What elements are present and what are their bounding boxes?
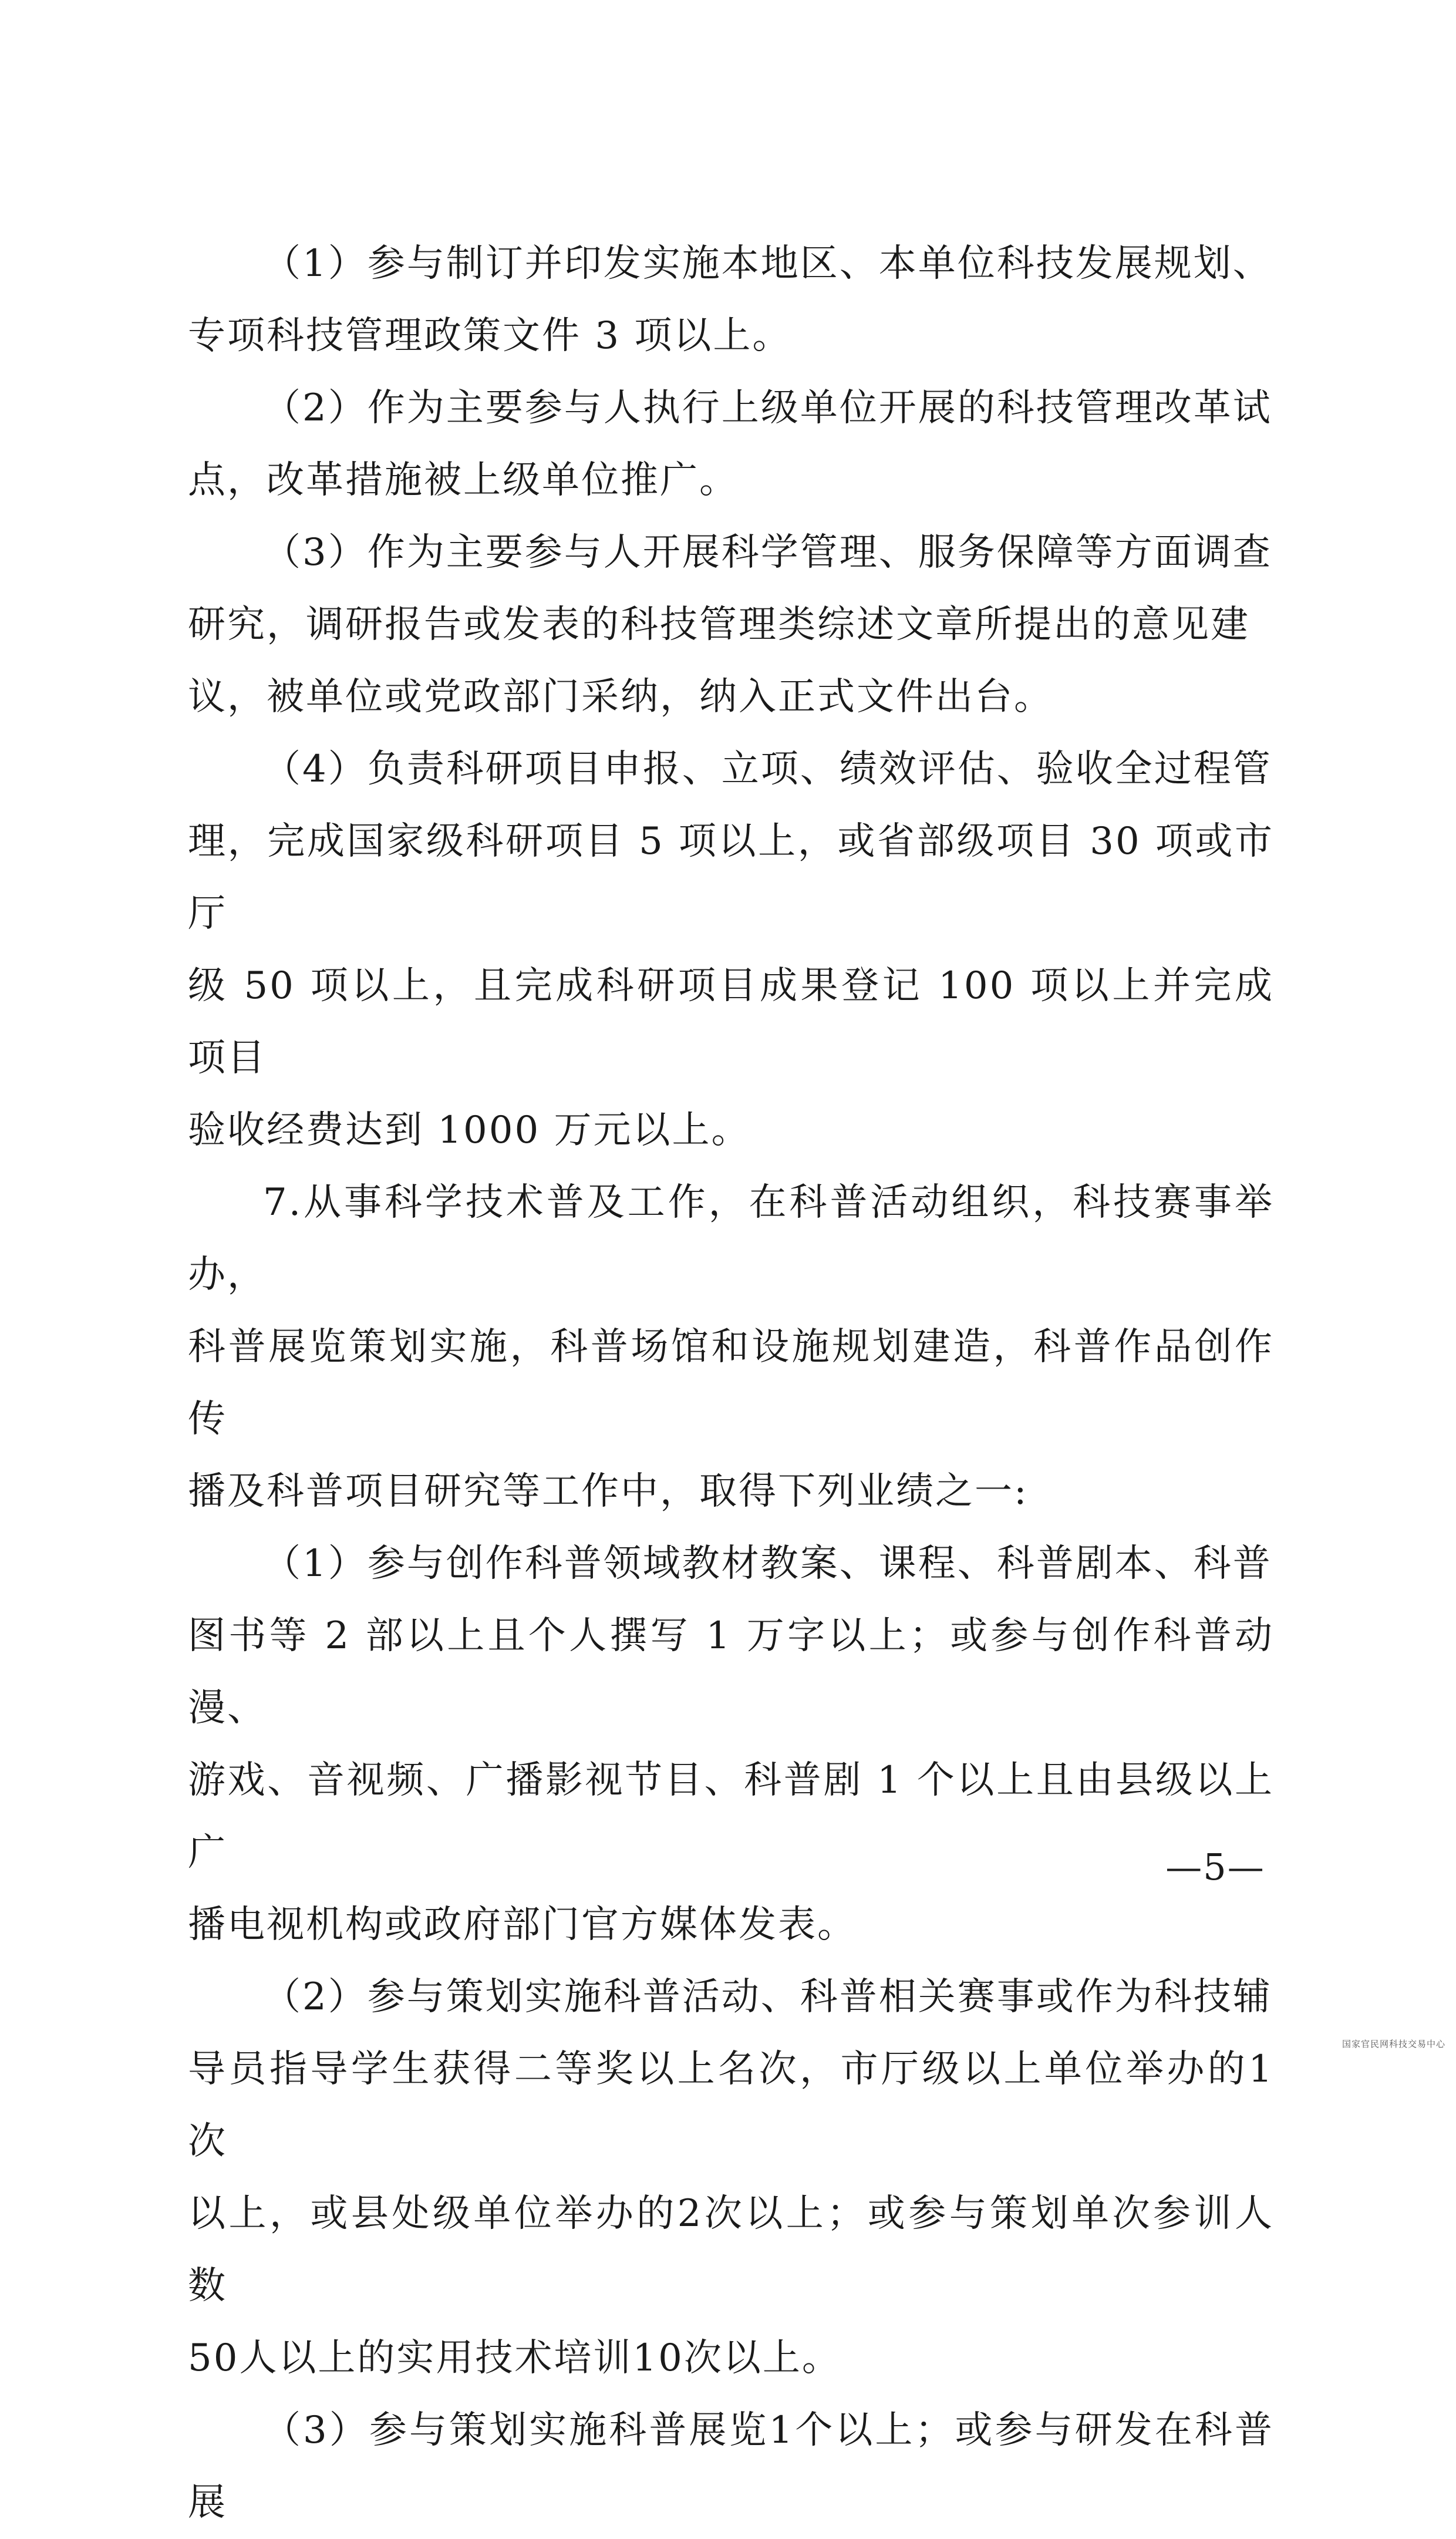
paragraph-line: 科普展览策划实施，科普场馆和设施规划建造，科普作品创作传	[188, 1325, 1274, 1441]
paragraph-line: 议，被单位或党政部门采纳，纳入正式文件出台。	[188, 675, 1053, 719]
paragraph-line: （2）参与策划实施科普活动、科普相关赛事或作为科技辅	[263, 1975, 1272, 2019]
paragraph-7	[188, 1961, 1274, 2395]
paragraph-line: 游戏、音视频、广播影视节目、科普剧 1 个以上且由县级以上广	[188, 1759, 1274, 1874]
paragraph-line: 播及科普项目研究等工作中，取得下列业绩之一:	[188, 1470, 1029, 1513]
paragraph-8	[188, 2395, 1274, 2539]
document-body	[188, 228, 1274, 2539]
paragraph-line: 级 50 项以上，且完成科研项目成果登记 100 项以上并完成项目	[188, 964, 1274, 1080]
paragraph-5	[188, 1167, 1274, 1528]
paragraph-line: （3）参与策划实施科普展览1个以上；或参与研发在科普展	[188, 2409, 1274, 2524]
paragraph-line: （1）参与创作科普领域教材教案、课程、科普剧本、科普	[263, 1542, 1272, 1585]
paragraph-line: 导员指导学生获得二等奖以上名次，市厅级以上单位举办的1次	[188, 2048, 1274, 2163]
paragraph-line: 7.从事科学技术普及工作，在科普活动组织，科技赛事举办，	[188, 1181, 1274, 1297]
paragraph-line: 以上，或县处级单位举办的2次以上；或参与策划单次参训人数	[188, 2192, 1274, 2308]
paragraph-line: （2）作为主要参与人执行上级单位开展的科技管理改革试	[263, 386, 1272, 430]
paragraph-line: 图书等 2 部以上且个人撰写 1 万字以上；或参与创作科普动漫、	[188, 1614, 1274, 1730]
paragraph-line: 研究，调研报告或发表的科技管理类综述文章所提出的意见建	[188, 603, 1250, 646]
paragraph-line: （1）参与制订并印发实施本地区、本单位科技发展规划、	[263, 242, 1272, 285]
paragraph-line: 理，完成国家级科研项目 5 项以上，或省部级项目 30 项或市厅	[188, 820, 1274, 935]
paragraph-2	[188, 372, 1274, 517]
paragraph-line: （4）负责科研项目申报、立项、绩效评估、验收全过程管	[263, 747, 1272, 791]
paragraph-line: 50人以上的实用技术培训10次以上。	[188, 2336, 841, 2380]
watermark-text: 国家官民网科技交易中心	[1342, 2039, 1445, 2049]
paragraph-4	[188, 733, 1274, 1167]
paragraph-3	[188, 517, 1274, 733]
paragraph-line: 专项科技管理政策文件 3 项以上。	[188, 314, 792, 358]
paragraph-line: 点，改革措施被上级单位推广。	[188, 459, 739, 502]
paragraph-1	[188, 228, 1274, 372]
paragraph-6	[188, 1528, 1274, 1961]
paragraph-line: （3）作为主要参与人开展科学管理、服务保障等方面调查	[263, 531, 1272, 574]
paragraph-line: 验收经费达到 1000 万元以上。	[188, 1109, 751, 1152]
page-number: —5—	[1165, 1846, 1265, 1888]
paragraph-line: 播电视机构或政府部门官方媒体发表。	[188, 1903, 857, 1947]
